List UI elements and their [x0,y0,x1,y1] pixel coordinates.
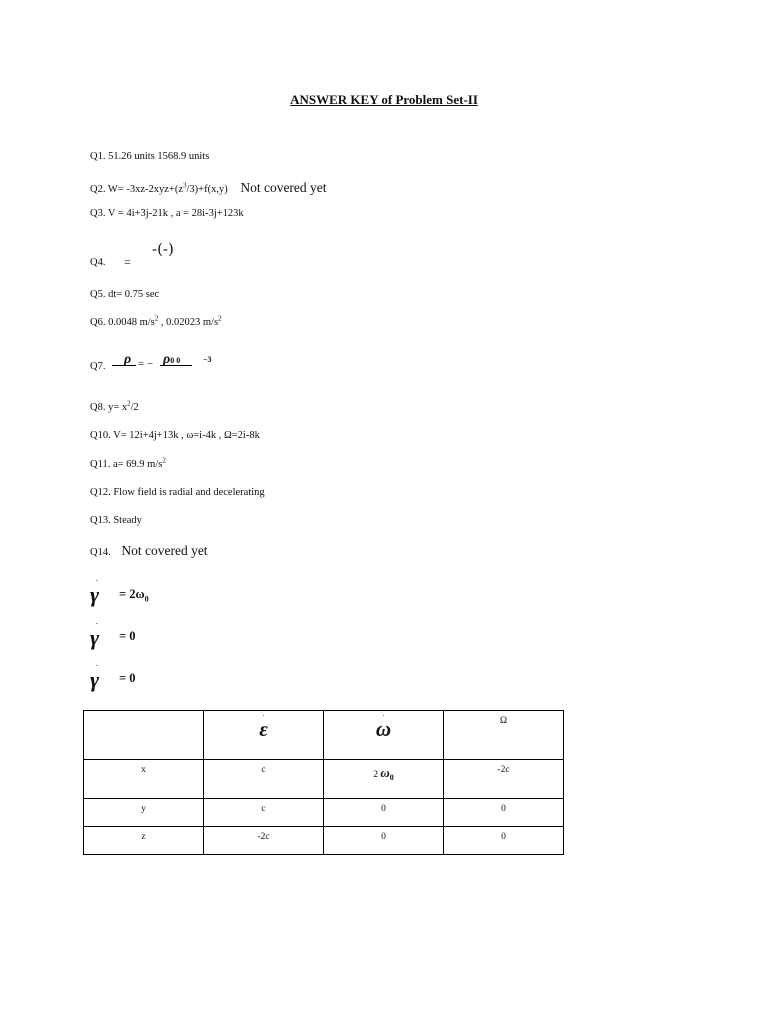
gamma-symbol-1: γ [90,582,100,607]
omega-x [324,760,443,781]
q7-subscripts: 0 0 [170,356,181,365]
answer-q12: Q12. Flow field is radial and decelerating [90,487,265,498]
q7-exponent: −3 [203,355,212,364]
answer-q5: Q5. dt= 0.75 sec [90,289,160,300]
q6-sup-b: 2 [218,314,222,323]
cell-epsilon [204,760,324,799]
answer-q4-label: Q4. [90,257,106,268]
eps-y: c [261,804,266,814]
q7-fraction-bar-1 [112,365,136,366]
Omega-z: 0 [501,832,506,842]
gamma-rhs-3: = 0 [119,671,136,685]
answer-q6 [90,314,222,328]
q8-text-a: Q8. y= x [90,402,128,413]
omega-x-symbol: ω [380,765,390,780]
epsilon-symbol: ε [259,717,268,741]
page-title: ANSWER KEY of Problem Set-II [290,92,478,107]
gamma-rhs-2: = 0 [119,629,136,643]
answer-q13: Q13. Steady [90,515,142,526]
q2-text-end: /3)+f(x,y) [186,184,228,195]
q6-text-b: , 0.02023 m/s [158,317,219,328]
cell-omega [324,760,444,799]
omega-dot: . [382,710,385,718]
q6-sup-a: 2 [154,314,159,323]
header-cell-empty [84,711,204,760]
cell-axis [84,760,204,799]
gamma-symbol-3: γ [90,667,100,692]
answer-q10: Q10. V= 12i+4j+13k , ω=i-4k , Ω=2i-8k [90,430,260,441]
gamma-rhs-text-1: = 2ω [119,587,145,601]
results-table [83,710,564,855]
omega-z: 0 [381,832,386,842]
cell-big-omega [444,760,564,799]
header-cell-epsilon [204,711,324,760]
q7-rho-symbol: ρ [124,352,132,367]
answer-q11 [90,456,166,470]
q11-text: Q11. a= 69.9 m/s [90,459,163,470]
table-header-row [84,711,564,760]
cell-epsilon [204,827,324,855]
omega-symbol: ω [375,717,392,741]
gamma-symbol-2: γ [90,625,100,650]
omega-y: 0 [381,804,386,814]
q7-rho-symbol-2: ρ [163,352,171,367]
axis-y: y [141,804,146,814]
q14-note: Not covered yet [121,543,208,558]
answer-q2 [90,180,327,196]
cell-epsilon [204,799,324,827]
gamma-rhs-sub-1: 0 [144,594,149,604]
axis-x: x [141,765,146,775]
gamma-dot-2: . [96,617,98,626]
answer-q4-equals: = [124,255,131,269]
q2-text: Q2. W= -3xz-2xyz+(z [90,184,183,195]
answer-q1: Q1. 51.26 units 1568.9 units [90,151,210,162]
table-row [84,827,564,855]
header-cell-big-omega [444,711,564,760]
eps-x: c [261,765,266,775]
epsilon-dot: . [262,710,265,718]
cell-omega [324,799,444,827]
gamma-rhs-1 [119,587,149,602]
gamma-dot-1: . [96,574,98,583]
omega-x-sub: 0 [389,772,394,782]
gamma-dot-3: . [96,659,98,668]
q8-sup: 2 [127,399,131,408]
answer-q8 [90,399,139,413]
answer-q3: Q3. V = 4i+3j-21k , a = 28i-3j+123k [90,208,244,219]
q14-label: Q14. [90,547,111,558]
header-cell-omega [324,711,444,760]
q2-sup: 3 [183,181,187,190]
answer-q7-label: Q7. [90,361,106,372]
cell-big-omega [444,827,564,855]
q8-text-b: /2 [130,402,139,413]
cell-omega [324,827,444,855]
cell-big-omega [444,799,564,827]
q2-note: Not covered yet [240,180,327,195]
q7-fraction-bar-2 [160,365,192,366]
q7-equals: = − [138,358,154,370]
eps-z: -2c [257,832,270,842]
omega-x-coef: 2 [373,770,378,780]
answer-q14 [90,543,208,559]
table-row [84,760,564,799]
table-row [84,799,564,827]
axis-z: z [141,832,146,842]
Omega-x: -2c [497,765,510,775]
q6-text-a: Q6. 0.0048 m/s [90,317,155,328]
cell-axis [84,799,204,827]
answer-q4-expression: -(-) [152,240,174,258]
cell-axis [84,827,204,855]
big-omega-label: Ω [499,716,508,726]
q11-sup: 2 [162,456,166,465]
Omega-y: 0 [501,804,506,814]
